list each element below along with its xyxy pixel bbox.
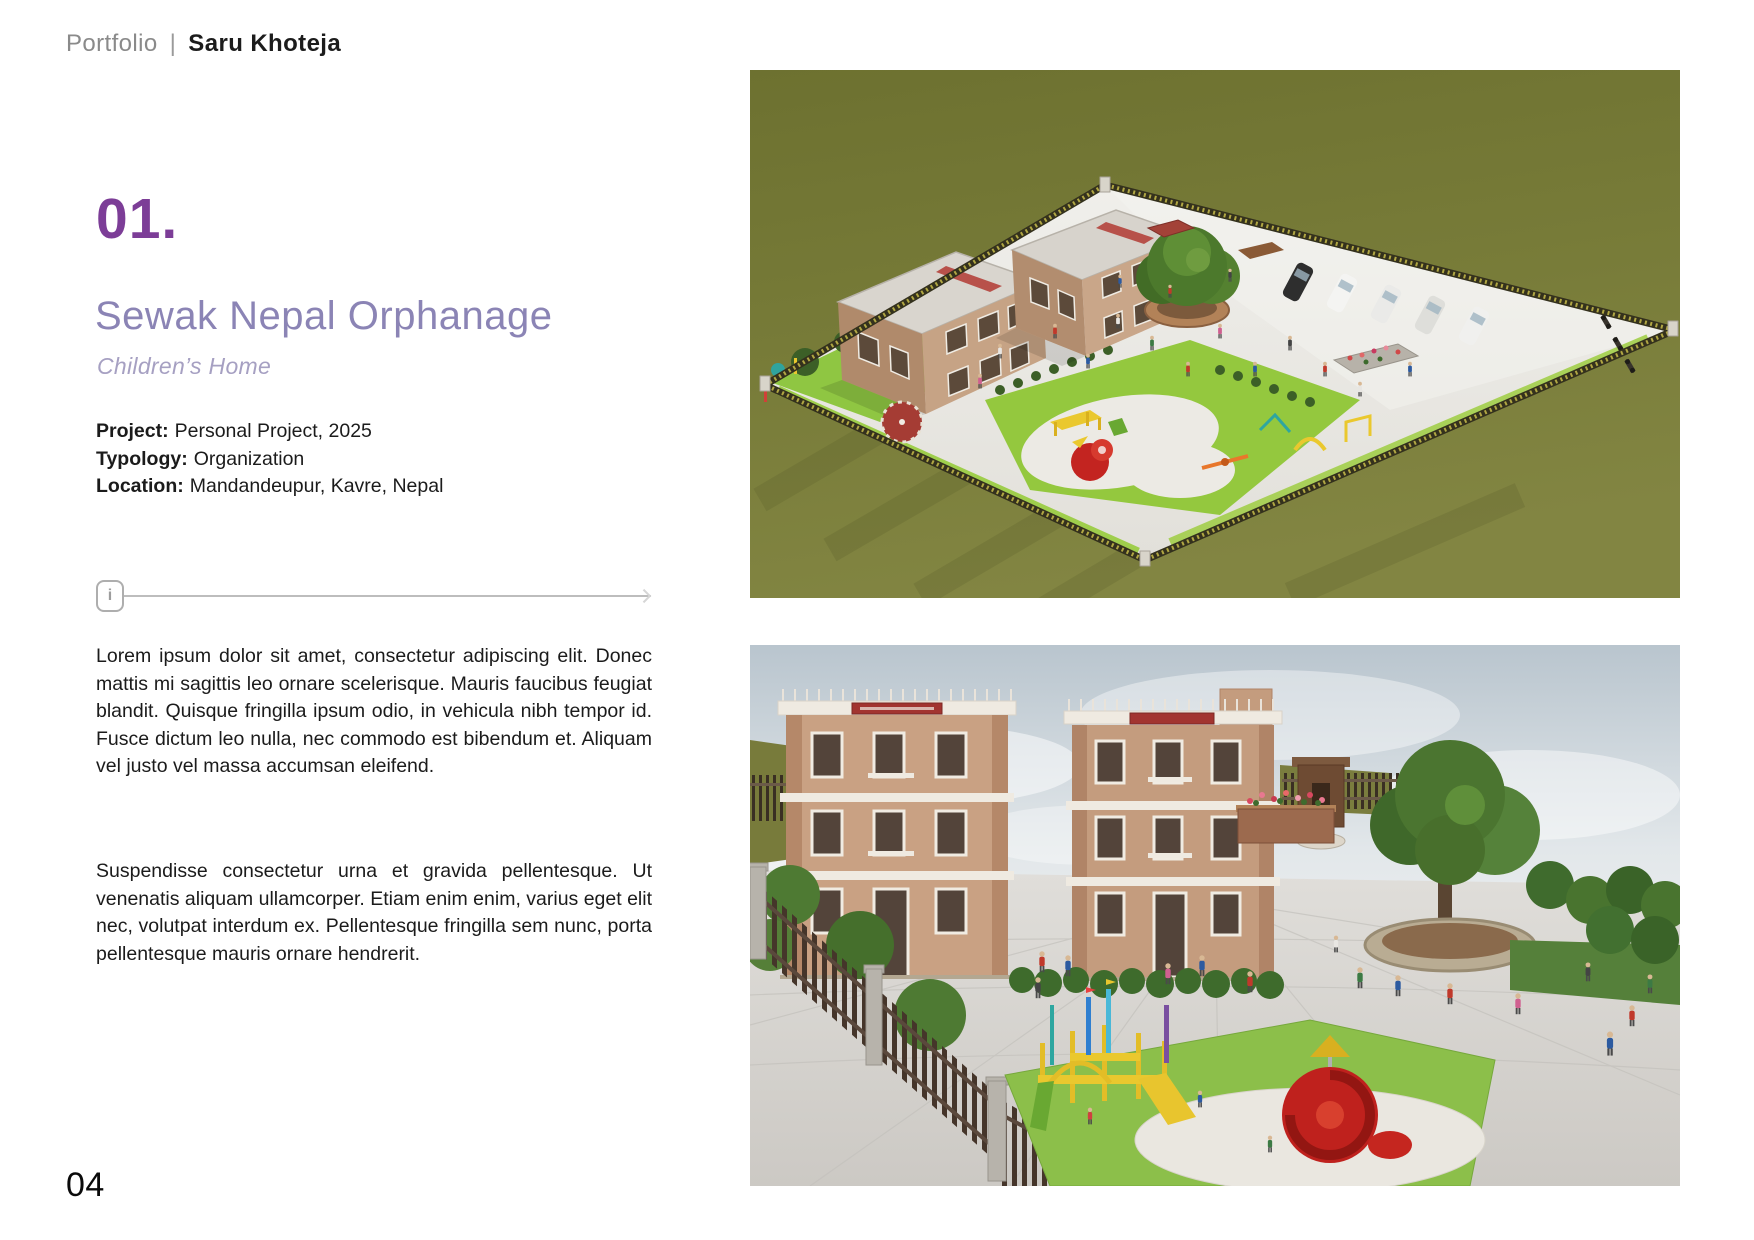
divider-arrow-icon [637,589,651,603]
detail-row-project [96,418,443,446]
project-details [96,418,443,501]
body-paragraph-1: Lorem ipsum dolor sit amet, consectetur adipiscing elit. Donec mattis mi sagittis leo ornare scelerisque. Mauris faucibus feugiat blandit. Quisque fringilla ipsum odio, in vehicula nibh tempor id. Fusce dictum leo nulla, nec commodo est bibendum et. Aliquam vel justo vel massa accumsan eleifend. [96,645,652,777]
header-separator: | [169,30,177,57]
header-portfolio-label: Portfolio [66,30,158,57]
info-icon-glyph: i [107,587,113,604]
detail-label: Typology: [96,447,188,470]
project-title: Sewak Nepal Orphanage [95,294,553,338]
building-sign [1130,713,1214,724]
body-paragraph-2: Suspendisse consectetur urna et gravida pellentesque. Ut venenatis aliquam ullamcorper. Etiam enim enim, varius eget elit nec, volutpat interdum ex. Pellentesque fringilla sem nunc, porta pellentesque mauris ornare hendrerit. [96,860,653,965]
detail-value: Personal Project, 2025 [174,420,372,442]
divider-line [124,595,651,598]
render-street-view [750,645,1680,1186]
detail-label: Project: [96,420,169,442]
project-number: 01. [96,187,179,251]
render-aerial-view [750,70,1680,598]
page-number: 04 [66,1166,105,1204]
street-render-svg [750,645,1680,1186]
header-author: Saru Khoteja [188,30,342,57]
detail-row-location [96,473,443,501]
striped-gazebo [882,402,922,442]
project-subtitle: Children’s Home [97,353,272,379]
detail-value: Mandandeupur, Kavre, Nepal [189,475,444,497]
info-divider [96,580,652,612]
detail-row-typology [96,446,443,474]
info-icon [96,580,124,612]
detail-value: Organization [193,447,305,470]
aerial-render-svg [750,70,1680,598]
header [66,30,341,58]
detail-label: Location: [96,475,184,497]
